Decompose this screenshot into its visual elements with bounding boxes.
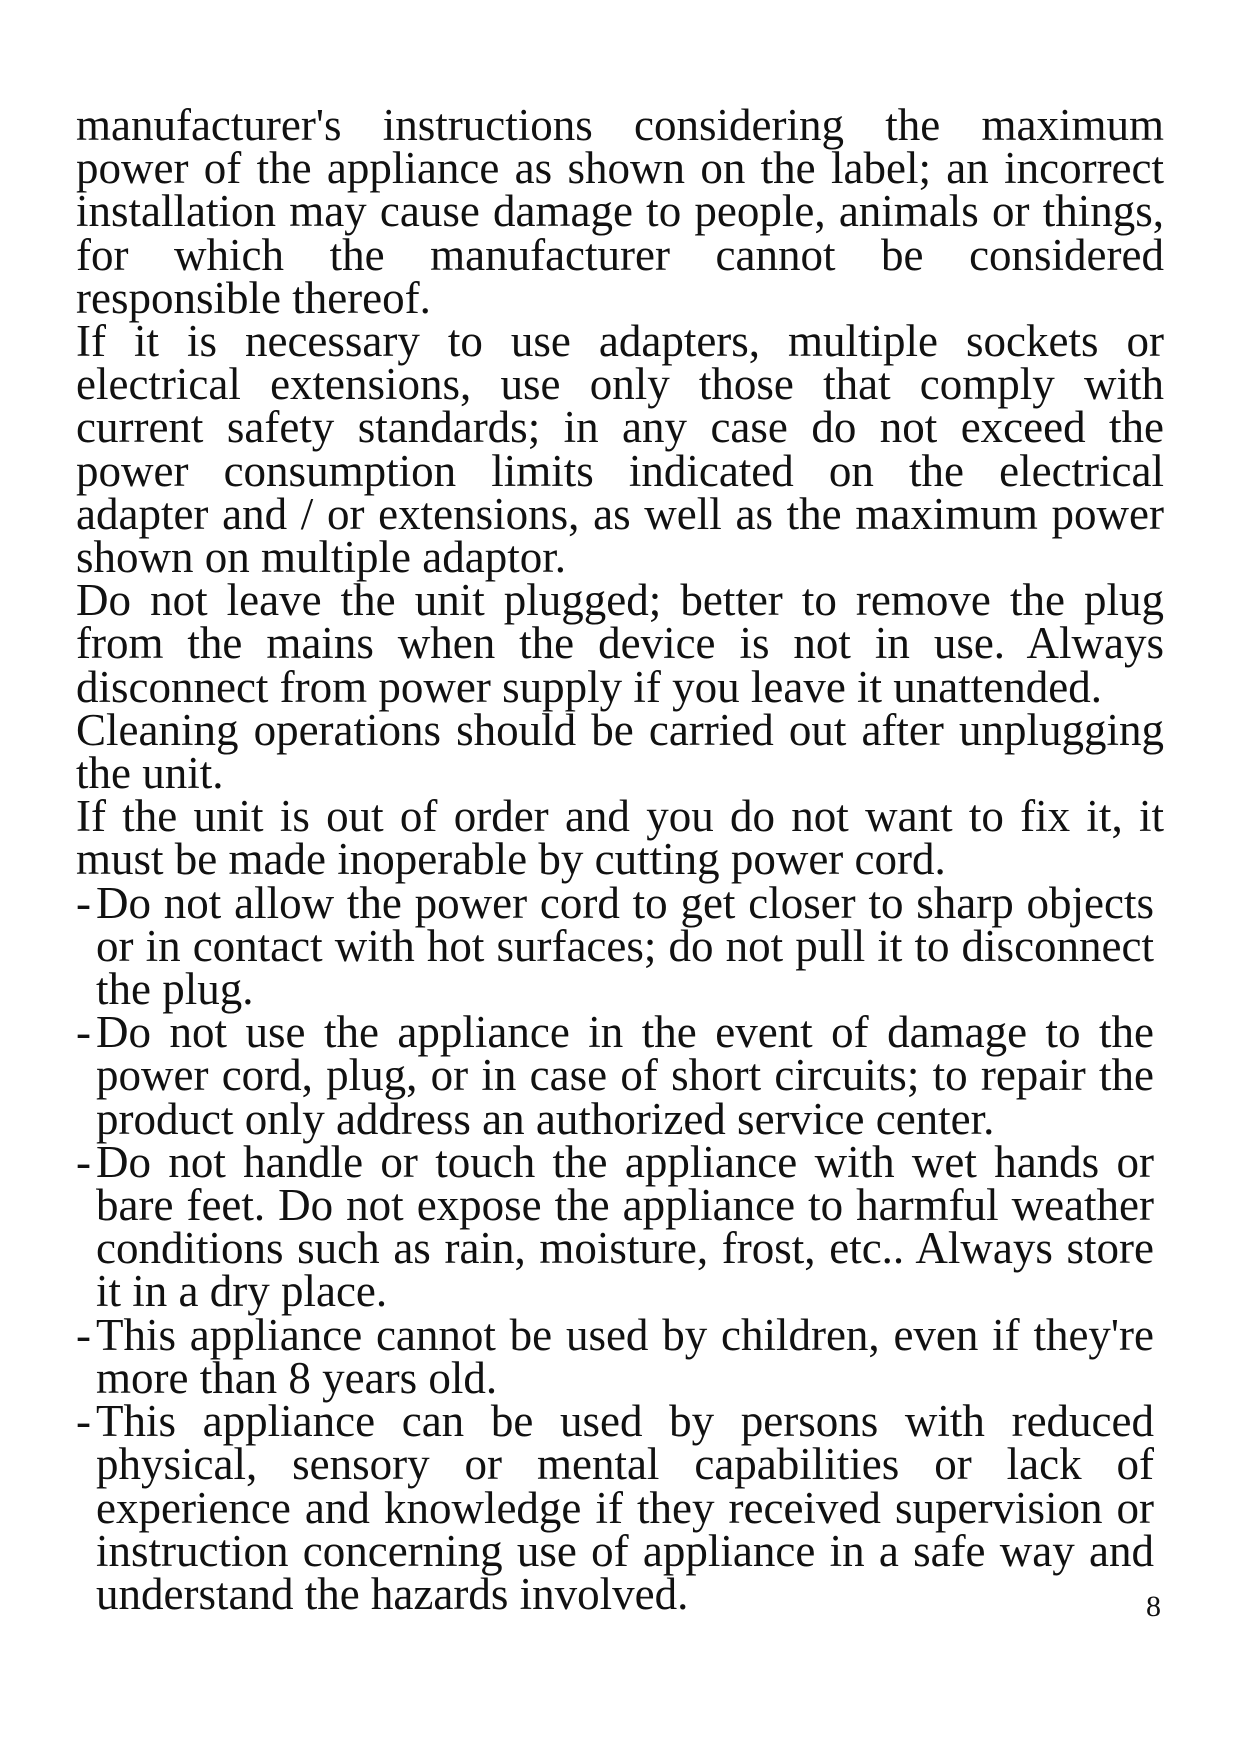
page-number: 8: [1146, 1590, 1161, 1623]
bullet-dash: -: [76, 1309, 91, 1360]
bullet-text: Do not allow the power cord to get closer to sharp objects or in contact with hot surfaces; do not pull it to disconnect the plug.: [96, 877, 1154, 1015]
paragraph-cleaning: Cleaning operations should be carried out after unplugging the unit.: [76, 704, 1164, 799]
paragraph-adapters: If it is necessary to use adapters, multiple sockets or electrical extensions, use only those that comply with current safety standards; in any case do not exceed the power consumption limits indicated on the electrical adapter and / or extensions, as well as the maximum power shown on multiple adaptor.: [76, 316, 1164, 583]
bullet-text: This appliance can be used by persons with reduced physical, sensory or mental capabilities or lack of experience and knowledge if they received supervision or instruction concerning use of appliance in a safe way and understand the hazards involved.: [96, 1396, 1154, 1619]
bullet-item-children: [76, 1309, 1164, 1403]
body-text: [76, 100, 1164, 1619]
paragraph-installation: manufacturer's instructions considering the maximum power of the appliance as shown on the label; an incorrect installation may cause damage to people, animals or things, for which the manufacturer cannot be considered responsible thereof.: [76, 100, 1164, 323]
bullet-text: This appliance cannot be used by children, even if they're more than 8 years old.: [96, 1309, 1154, 1403]
paragraph-out-of-order: If the unit is out of order and you do not want to fix it, it must be made inoperable by cutting power cord.: [76, 791, 1164, 885]
bullet-text: Do not use the appliance in the event of damage to the power cord, plug, or in case of short circuits; to repair the product only address an authorized service center.: [96, 1007, 1154, 1144]
bullet-item-reduced-capabilities: [76, 1396, 1164, 1619]
bullet-dash: -: [76, 1136, 91, 1187]
bullet-dash: -: [76, 1396, 91, 1447]
bullet-item-damage: [76, 1007, 1164, 1144]
paragraph-unplug: Do not leave the unit plugged; better to remove the plug from the mains when the device is not in use. Always disconnect from power supply if you leave it unattended.: [76, 575, 1164, 712]
bullet-dash: -: [76, 1007, 91, 1058]
bullet-item-wet-hands: [76, 1136, 1164, 1317]
bullet-dash: -: [76, 877, 91, 928]
bullet-item-power-cord: [76, 877, 1164, 1015]
bullet-text: Do not handle or touch the appliance with wet hands or bare feet. Do not expose the appliance to harmful weather conditions such as rain, moisture, frost, etc.. Always store it in a dry place.: [96, 1136, 1154, 1317]
